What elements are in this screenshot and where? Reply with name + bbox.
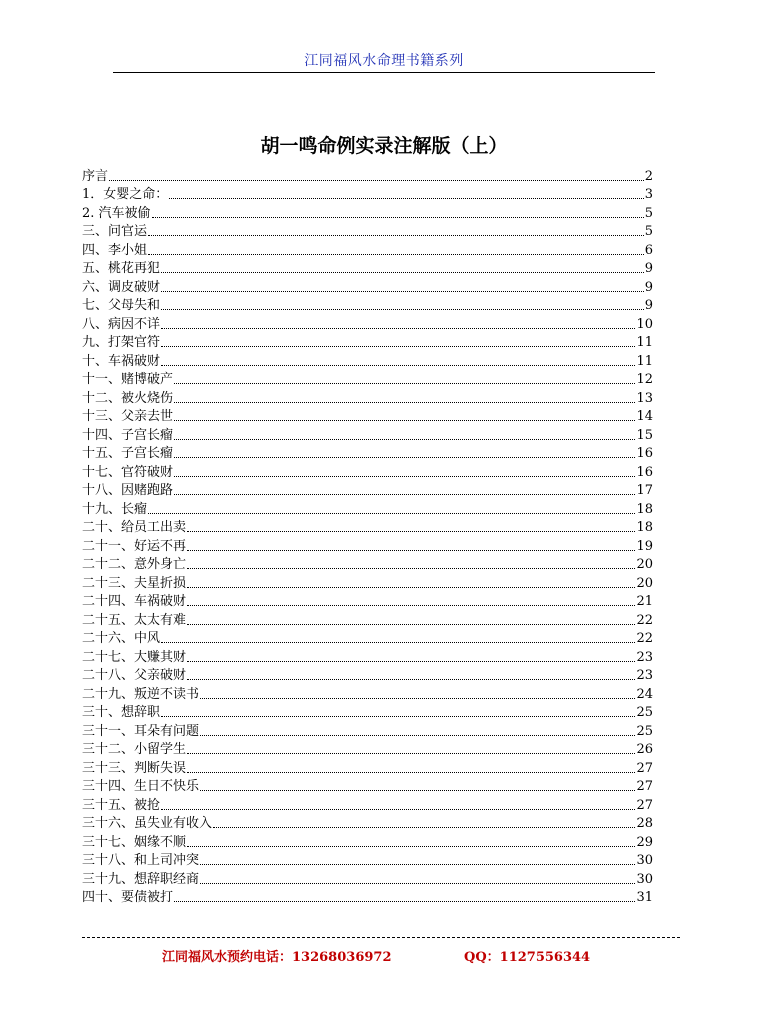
toc-entry-page: 25	[636, 723, 653, 739]
header-divider	[113, 72, 655, 73]
toc-dot-leader	[200, 883, 635, 884]
toc-entry-page: 29	[636, 834, 653, 850]
toc-entry-label: 1．女婴之命：	[82, 187, 169, 202]
toc-dot-leader	[161, 309, 644, 310]
toc-entry-page: 30	[636, 871, 653, 887]
toc-entry-page: 18	[636, 501, 653, 517]
toc-dot-leader	[174, 402, 635, 403]
toc-entry-page: 9	[644, 298, 653, 313]
toc-entry-label: 十、车祸破财	[82, 353, 161, 369]
toc-entry-page: 27	[636, 760, 653, 776]
toc-entry-page: 20	[636, 557, 653, 572]
toc-dot-leader	[174, 901, 635, 902]
toc-entry[interactable]	[82, 609, 653, 628]
toc-entry-page: 21	[636, 594, 653, 609]
toc-entry-page: 16	[636, 464, 653, 480]
toc-dot-leader	[187, 624, 635, 625]
toc-entry-page: 30	[636, 853, 653, 868]
toc-entry[interactable]	[82, 591, 653, 610]
toc-entry[interactable]	[82, 221, 653, 240]
toc-dot-leader	[200, 698, 635, 699]
document-title: 胡一鸣命例实录注解版（上）	[260, 135, 508, 157]
toc-entry-label: 三十四、生日不快乐	[82, 779, 200, 794]
toc-entry-page: 6	[644, 242, 653, 258]
toc-entry-page: 9	[644, 261, 653, 276]
toc-dot-leader	[109, 180, 644, 181]
toc-entry[interactable]	[82, 628, 653, 647]
toc-entry-page: 24	[636, 686, 653, 702]
toc-entry-page: 27	[636, 797, 653, 813]
toc-entry-label: 四十、要债被打	[82, 890, 174, 905]
toc-dot-leader	[161, 346, 635, 347]
toc-entry-label: 十八、因赌跑路	[82, 483, 174, 498]
toc-dot-leader	[187, 661, 635, 662]
toc-entry[interactable]	[82, 461, 653, 480]
toc-entry-label: 三十、想辞职	[82, 705, 161, 720]
toc-entry-label: 序言	[82, 168, 109, 184]
toc-entry[interactable]	[82, 831, 653, 850]
toc-dot-leader	[187, 772, 635, 773]
toc-entry-page: 14	[636, 409, 653, 424]
toc-entry-page: 22	[636, 631, 653, 646]
toc-entry-label: 三十五、被抢	[82, 797, 161, 813]
toc-entry-page: 19	[636, 538, 653, 554]
toc-entry-label: 二十、给员工出卖	[82, 520, 187, 535]
toc-entry-page: 25	[636, 705, 653, 720]
toc-dot-leader	[161, 716, 635, 717]
toc-entry-page: 12	[636, 372, 653, 387]
toc-dot-leader	[161, 328, 635, 329]
toc-dot-leader	[187, 587, 635, 588]
toc-entry[interactable]	[82, 258, 653, 277]
toc-entry-label: 三十八、和上司冲突	[82, 853, 200, 868]
toc-entry[interactable]	[82, 887, 653, 906]
toc-entry[interactable]	[82, 165, 653, 184]
toc-dot-leader	[187, 753, 635, 754]
toc-entry[interactable]	[82, 850, 653, 869]
toc-entry[interactable]	[82, 443, 653, 462]
toc-entry-label: 三十六、虽失业有收入	[82, 816, 213, 831]
table-of-contents	[82, 165, 653, 905]
toc-entry-page: 27	[636, 779, 653, 794]
toc-entry-page: 18	[636, 520, 653, 535]
toc-entry-label: 十二、被火烧伤	[82, 390, 174, 406]
toc-entry[interactable]	[82, 554, 653, 573]
toc-dot-leader	[200, 735, 635, 736]
toc-entry[interactable]	[82, 813, 653, 832]
toc-dot-leader	[187, 846, 635, 847]
toc-entry-label: 三十一、耳朵有问题	[82, 723, 200, 739]
toc-entry[interactable]	[82, 683, 653, 702]
footer-phone: 江同福风水预约电话：13268036972	[162, 950, 392, 965]
toc-entry-page: 3	[644, 187, 653, 202]
toc-entry-label: 三十二、小留学生	[82, 742, 187, 757]
toc-entry[interactable]	[82, 295, 653, 314]
toc-entry-page: 5	[644, 224, 653, 239]
toc-entry[interactable]	[82, 369, 653, 388]
toc-entry-page: 11	[636, 353, 653, 369]
toc-entry[interactable]	[82, 350, 653, 369]
toc-entry-page: 5	[644, 205, 653, 221]
toc-entry-label: 九、打架官符	[82, 335, 161, 350]
toc-dot-leader	[161, 365, 635, 366]
toc-entry[interactable]	[82, 757, 653, 776]
toc-entry[interactable]	[82, 184, 653, 203]
toc-entry-label: 二十七、大赚其财	[82, 649, 187, 665]
toc-entry[interactable]	[82, 794, 653, 813]
toc-entry-label: 三十七、姻缘不顺	[82, 834, 187, 850]
toc-entry-label: 2. 汽车被偷	[82, 205, 151, 221]
toc-entry[interactable]	[82, 535, 653, 554]
toc-entry-page: 9	[644, 279, 653, 295]
toc-entry-label: 二十一、好运不再	[82, 538, 187, 554]
toc-dot-leader	[174, 420, 635, 421]
toc-dot-leader	[161, 291, 644, 292]
toc-entry[interactable]	[82, 332, 653, 351]
toc-dot-leader	[174, 494, 635, 495]
toc-entry-label: 十一、赌博破产	[82, 372, 174, 387]
toc-dot-leader	[169, 198, 643, 199]
toc-entry[interactable]	[82, 406, 653, 425]
toc-dot-leader	[174, 457, 635, 458]
toc-entry-page: 26	[636, 742, 653, 757]
toc-dot-leader	[152, 217, 644, 218]
toc-entry-label: 三、问官运	[82, 224, 148, 239]
toc-entry-label: 二十五、太太有难	[82, 612, 187, 628]
toc-entry-page: 15	[636, 427, 653, 443]
toc-entry-page: 23	[636, 668, 653, 683]
toc-entry-page: 16	[636, 446, 653, 461]
toc-entry-page: 22	[636, 612, 653, 628]
footer-qq: QQ：1127556344	[464, 950, 591, 965]
toc-entry[interactable]	[82, 776, 653, 795]
toc-entry-label: 十三、父亲去世	[82, 409, 174, 424]
toc-entry[interactable]	[82, 646, 653, 665]
toc-dot-leader	[161, 809, 635, 810]
toc-entry[interactable]	[82, 665, 653, 684]
toc-dot-leader	[187, 550, 635, 551]
toc-entry-label: 二十四、车祸破财	[82, 594, 187, 609]
toc-entry-label: 七、父母失和	[82, 298, 161, 313]
toc-entry-page: 31	[636, 890, 653, 905]
toc-entry-label: 三十三、判断失误	[82, 760, 187, 776]
toc-entry[interactable]	[82, 517, 653, 536]
toc-dot-leader	[148, 254, 644, 255]
toc-entry[interactable]	[82, 313, 653, 332]
toc-dot-leader	[174, 439, 635, 440]
toc-entry-label: 八、病因不详	[82, 316, 161, 332]
toc-entry-page: 13	[636, 390, 653, 406]
toc-entry-page: 2	[644, 168, 653, 184]
toc-entry[interactable]	[82, 276, 653, 295]
toc-entry-label: 六、调皮破财	[82, 279, 161, 295]
toc-entry-label: 三十九、想辞职经商	[82, 871, 200, 887]
toc-dot-leader	[148, 513, 635, 514]
toc-dot-leader	[200, 864, 635, 865]
toc-entry-label: 二十六、中风	[82, 631, 161, 646]
toc-entry-page: 10	[636, 316, 653, 332]
toc-dot-leader	[187, 531, 635, 532]
toc-entry-label: 十九、长瘤	[82, 501, 148, 517]
toc-entry-label: 十五、子宫长瘤	[82, 446, 174, 461]
toc-dot-leader	[161, 642, 635, 643]
toc-entry[interactable]	[82, 720, 653, 739]
footer-divider	[82, 937, 680, 938]
toc-entry[interactable]	[82, 498, 653, 517]
toc-entry-label: 二十九、叛逆不读书	[82, 686, 200, 702]
toc-entry-label: 十四、子宫长瘤	[82, 427, 174, 443]
toc-entry[interactable]	[82, 868, 653, 887]
toc-entry[interactable]	[82, 480, 653, 499]
toc-dot-leader	[174, 383, 635, 384]
toc-dot-leader	[161, 272, 644, 273]
toc-entry-label: 四、李小姐	[82, 242, 148, 258]
toc-entry-label: 五、桃花再犯	[82, 261, 161, 276]
toc-entry-label: 十七、官符破财	[82, 464, 174, 480]
toc-entry[interactable]	[82, 572, 653, 591]
toc-dot-leader	[174, 476, 635, 477]
footer	[162, 946, 622, 965]
toc-entry[interactable]	[82, 202, 653, 221]
toc-entry-page: 28	[636, 816, 653, 831]
toc-entry[interactable]	[82, 739, 653, 758]
toc-entry-label: 二十三、夫星折损	[82, 575, 187, 591]
toc-entry[interactable]	[82, 387, 653, 406]
toc-dot-leader	[187, 605, 635, 606]
toc-dot-leader	[213, 827, 635, 828]
toc-entry-page: 17	[636, 483, 653, 498]
toc-dot-leader	[200, 790, 635, 791]
toc-entry-label: 二十八、父亲破财	[82, 668, 187, 683]
header-title: 江同福风水命理书籍系列	[304, 53, 464, 69]
toc-entry-page: 11	[636, 335, 653, 350]
toc-entry[interactable]	[82, 239, 653, 258]
toc-entry[interactable]	[82, 424, 653, 443]
toc-entry-label: 二十二、意外身亡	[82, 557, 187, 572]
toc-entry-page: 23	[636, 649, 653, 665]
toc-dot-leader	[148, 235, 644, 236]
toc-dot-leader	[187, 568, 635, 569]
toc-entry[interactable]	[82, 702, 653, 721]
toc-dot-leader	[187, 679, 635, 680]
toc-entry-page: 20	[636, 575, 653, 591]
